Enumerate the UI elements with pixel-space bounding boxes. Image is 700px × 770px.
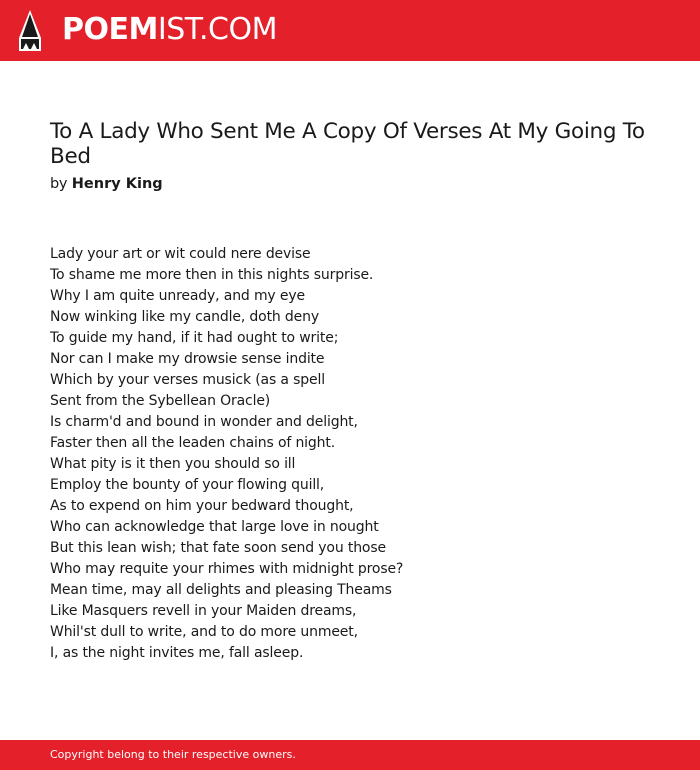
poem-line: But this lean wish; that fate soon send you those: [50, 540, 386, 556]
poem-line: Like Masquers revell in your Maiden dreams,: [50, 603, 357, 619]
poem-line: Faster then all the leaden chains of night.: [50, 435, 336, 451]
poem-line: Nor can I make my drowsie sense indite: [50, 351, 325, 367]
logo-bold-text: POEM: [62, 12, 158, 47]
poem-line: To guide my hand, if it had ought to write;: [50, 330, 339, 346]
poem-line: Sent from the Sybellean Oracle): [50, 393, 271, 409]
logo-light-text: IST.COM: [157, 12, 277, 47]
site-logo[interactable]: [62, 12, 277, 48]
poem-line: Is charm'd and bound in wonder and delight,: [50, 414, 358, 430]
poem-line: To shame me more then in this nights surprise.: [50, 267, 374, 283]
poem-line: Whil'st dull to write, and to do more unmeet,: [50, 624, 358, 640]
poem-line: What pity is it then you should so ill: [50, 456, 296, 472]
poem-line: Why I am quite unready, and my eye: [50, 288, 305, 304]
author-name: Henry King: [71, 176, 163, 192]
pencil-tip-icon[interactable]: [17, 10, 43, 52]
poem-line: Which by your verses musick (as a spell: [50, 372, 325, 388]
byline-label: by: [50, 176, 68, 192]
poem-line: Who may requite your rhimes with midnight prose?: [50, 561, 404, 577]
copyright-text: Copyright belong to their respective owners.: [50, 748, 296, 761]
poem-line: Who can acknowledge that large love in nought: [50, 519, 379, 535]
poem-title: To A Lady Who Sent Me A Copy Of Verses At My Going To Bed: [50, 119, 645, 169]
poem-line: I, as the night invites me, fall asleep.: [50, 645, 304, 661]
poem-line: As to expend on him your bedward thought,: [50, 498, 354, 514]
byline: [50, 174, 163, 194]
poem-line: Mean time, may all delights and pleasing Theams: [50, 582, 392, 598]
site-footer: [0, 740, 700, 770]
poem-line: Lady your art or wit could nere devise: [50, 246, 311, 262]
poem-line: Employ the bounty of your flowing quill,: [50, 477, 325, 493]
poem-body: [50, 244, 650, 664]
poem-line: Now winking like my candle, doth deny: [50, 309, 319, 325]
site-header: [0, 0, 700, 61]
